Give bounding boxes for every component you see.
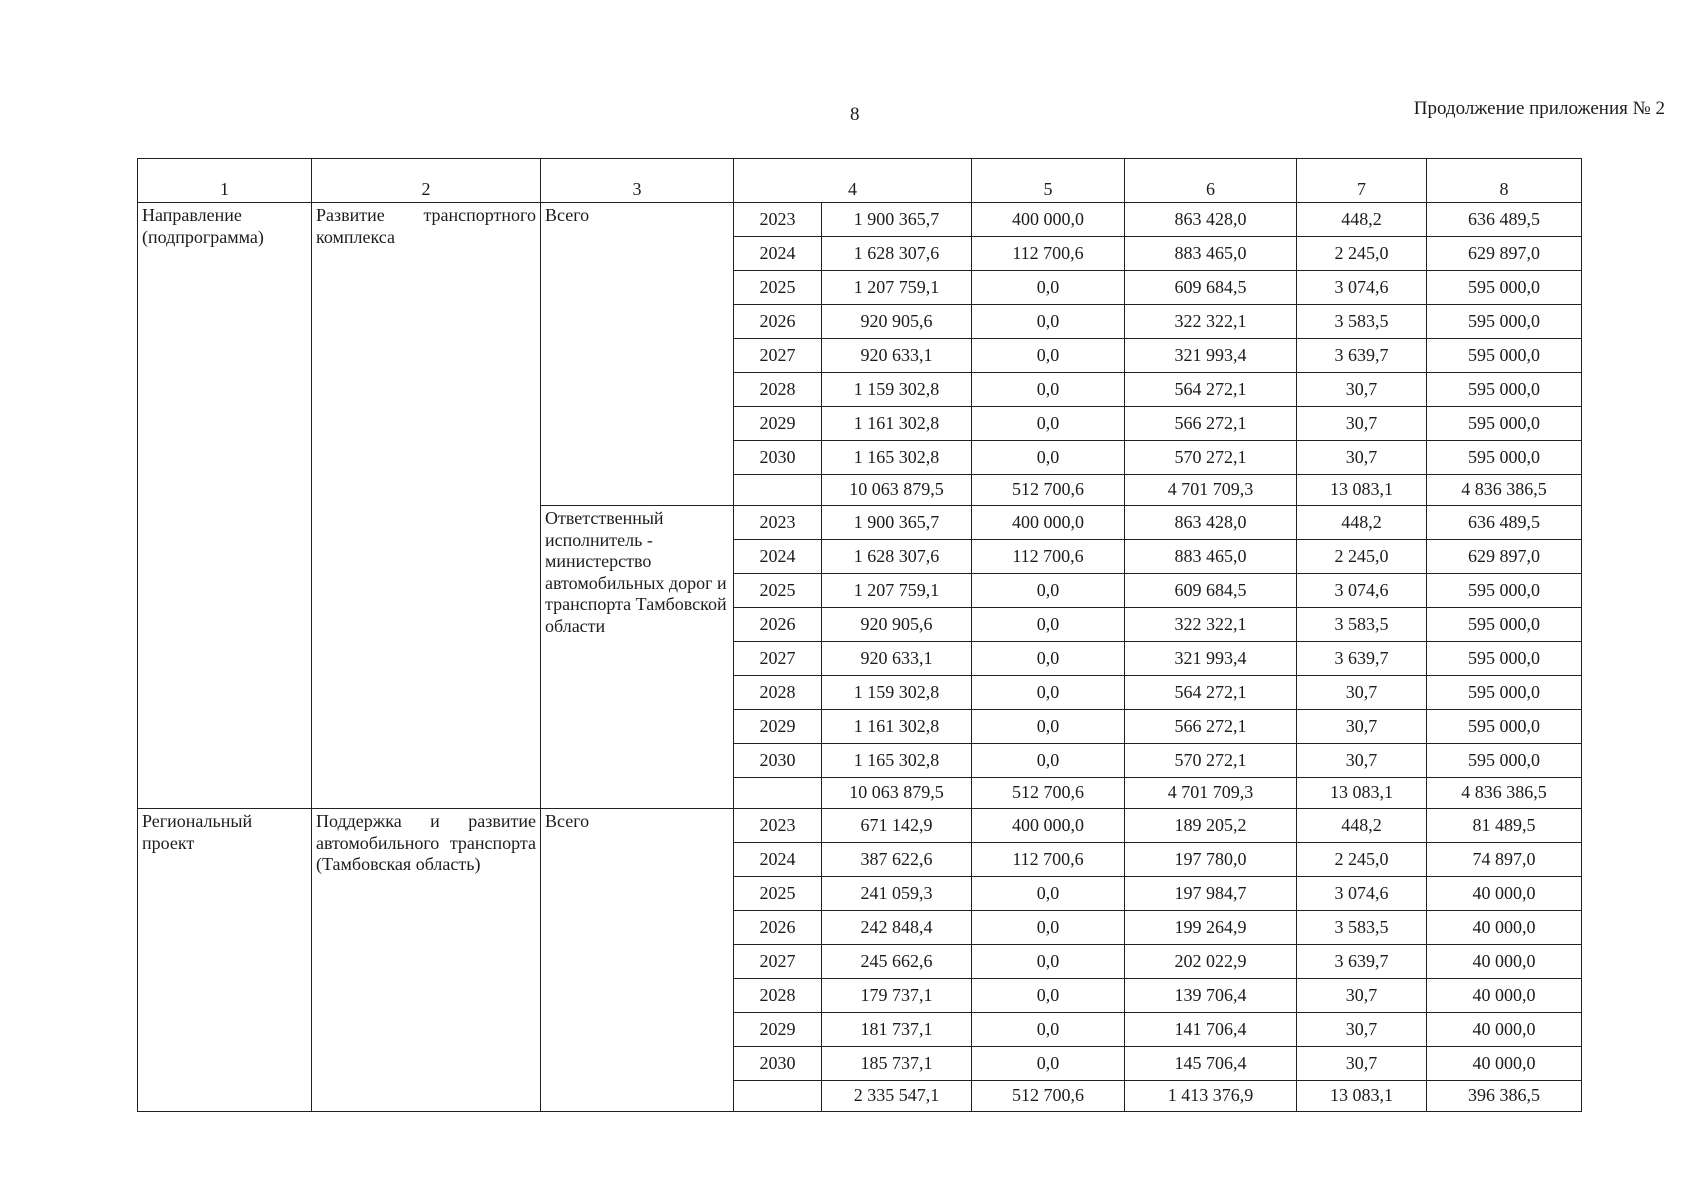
amount-total-cell: 1 165 302,8	[822, 441, 972, 475]
amount-col8-cell: 595 000,0	[1427, 744, 1582, 778]
amount-col8-cell: 595 000,0	[1427, 574, 1582, 608]
amount-col5-cell: 0,0	[972, 373, 1125, 407]
total-col8-cell: 4 836 386,5	[1427, 475, 1582, 506]
amount-col6-cell: 570 272,1	[1125, 441, 1297, 475]
year-cell: 2027	[734, 339, 822, 373]
amount-col8-cell: 40 000,0	[1427, 911, 1582, 945]
amount-col8-cell: 40 000,0	[1427, 979, 1582, 1013]
amount-total-cell: 185 737,1	[822, 1047, 972, 1081]
amount-col6-cell: 141 706,4	[1125, 1013, 1297, 1047]
total-amount-cell: 2 335 547,1	[822, 1081, 972, 1112]
amount-col8-cell: 40 000,0	[1427, 945, 1582, 979]
amount-col5-cell: 0,0	[972, 877, 1125, 911]
amount-col5-cell: 0,0	[972, 744, 1125, 778]
year-cell: 2029	[734, 407, 822, 441]
year-cell: 2027	[734, 945, 822, 979]
header-col-3: 3	[541, 159, 734, 203]
amount-col5-cell: 0,0	[972, 979, 1125, 1013]
amount-col5-cell: 0,0	[972, 1013, 1125, 1047]
amount-col8-cell: 636 489,5	[1427, 203, 1582, 237]
amount-col6-cell: 570 272,1	[1125, 744, 1297, 778]
amount-col7-cell: 30,7	[1297, 373, 1427, 407]
total-amount-cell: 10 063 879,5	[822, 778, 972, 809]
total-amount-cell: 10 063 879,5	[822, 475, 972, 506]
total-col7-cell: 13 083,1	[1297, 1081, 1427, 1112]
amount-col7-cell: 3 583,5	[1297, 608, 1427, 642]
amount-col7-cell: 3 074,6	[1297, 574, 1427, 608]
total-col6-cell: 1 413 376,9	[1125, 1081, 1297, 1112]
amount-col7-cell: 3 583,5	[1297, 911, 1427, 945]
header-col-8: 8	[1427, 159, 1582, 203]
amount-col8-cell: 40 000,0	[1427, 1013, 1582, 1047]
header-col-5: 5	[972, 159, 1125, 203]
amount-col6-cell: 883 465,0	[1125, 540, 1297, 574]
direction-type-cell: Региональный проект	[138, 809, 312, 1112]
year-cell: 2029	[734, 1013, 822, 1047]
amount-col5-cell: 0,0	[972, 676, 1125, 710]
amount-col8-cell: 40 000,0	[1427, 1047, 1582, 1081]
total-year-cell	[734, 475, 822, 506]
amount-col7-cell: 30,7	[1297, 744, 1427, 778]
amount-col7-cell: 30,7	[1297, 407, 1427, 441]
amount-col8-cell: 595 000,0	[1427, 710, 1582, 744]
amount-total-cell: 1 161 302,8	[822, 710, 972, 744]
amount-total-cell: 1 628 307,6	[822, 540, 972, 574]
amount-col8-cell: 629 897,0	[1427, 237, 1582, 271]
amount-col6-cell: 883 465,0	[1125, 237, 1297, 271]
amount-col8-cell: 595 000,0	[1427, 676, 1582, 710]
amount-total-cell: 671 142,9	[822, 809, 972, 843]
amount-col7-cell: 2 245,0	[1297, 237, 1427, 271]
total-col5-cell: 512 700,6	[972, 475, 1125, 506]
year-cell: 2028	[734, 979, 822, 1013]
amount-col5-cell: 0,0	[972, 407, 1125, 441]
total-col6-cell: 4 701 709,3	[1125, 778, 1297, 809]
year-cell: 2030	[734, 1047, 822, 1081]
total-col6-cell: 4 701 709,3	[1125, 475, 1297, 506]
amount-total-cell: 242 848,4	[822, 911, 972, 945]
direction-type-cell: Направление (подпрограмма)	[138, 203, 312, 809]
amount-total-cell: 1 159 302,8	[822, 676, 972, 710]
amount-col7-cell: 3 639,7	[1297, 945, 1427, 979]
amount-col6-cell: 863 428,0	[1125, 203, 1297, 237]
amount-col6-cell: 199 264,9	[1125, 911, 1297, 945]
amount-col6-cell: 322 322,1	[1125, 608, 1297, 642]
amount-total-cell: 920 633,1	[822, 339, 972, 373]
total-col8-cell: 396 386,5	[1427, 1081, 1582, 1112]
total-col8-cell: 4 836 386,5	[1427, 778, 1582, 809]
amount-col5-cell: 0,0	[972, 305, 1125, 339]
year-cell: 2026	[734, 305, 822, 339]
amount-total-cell: 387 622,6	[822, 843, 972, 877]
amount-col5-cell: 0,0	[972, 271, 1125, 305]
amount-col5-cell: 112 700,6	[972, 540, 1125, 574]
amount-col5-cell: 0,0	[972, 1047, 1125, 1081]
amount-col5-cell: 112 700,6	[972, 237, 1125, 271]
amount-col5-cell: 0,0	[972, 642, 1125, 676]
amount-total-cell: 1 165 302,8	[822, 744, 972, 778]
amount-total-cell: 179 737,1	[822, 979, 972, 1013]
amount-col8-cell: 40 000,0	[1427, 877, 1582, 911]
amount-col8-cell: 595 000,0	[1427, 373, 1582, 407]
amount-total-cell: 1 161 302,8	[822, 407, 972, 441]
page-number: 8	[850, 104, 860, 125]
table-row	[138, 809, 1582, 843]
amount-col5-cell: 400 000,0	[972, 203, 1125, 237]
amount-col7-cell: 448,2	[1297, 809, 1427, 843]
amount-col7-cell: 448,2	[1297, 506, 1427, 540]
amount-col6-cell: 322 322,1	[1125, 305, 1297, 339]
amount-col5-cell: 0,0	[972, 608, 1125, 642]
budget-table	[137, 158, 1582, 1112]
table-row	[138, 203, 1582, 237]
amount-col5-cell: 112 700,6	[972, 843, 1125, 877]
year-cell: 2027	[734, 642, 822, 676]
header-col-6: 6	[1125, 159, 1297, 203]
amount-col6-cell: 202 022,9	[1125, 945, 1297, 979]
total-col5-cell: 512 700,6	[972, 1081, 1125, 1112]
amount-col7-cell: 2 245,0	[1297, 843, 1427, 877]
amount-col6-cell: 197 984,7	[1125, 877, 1297, 911]
amount-col7-cell: 3 639,7	[1297, 339, 1427, 373]
amount-col5-cell: 400 000,0	[972, 809, 1125, 843]
header-col-7: 7	[1297, 159, 1427, 203]
amount-total-cell: 241 059,3	[822, 877, 972, 911]
amount-col6-cell: 139 706,4	[1125, 979, 1297, 1013]
amount-col6-cell: 189 205,2	[1125, 809, 1297, 843]
amount-col5-cell: 0,0	[972, 945, 1125, 979]
amount-col7-cell: 30,7	[1297, 710, 1427, 744]
header-col-2: 2	[312, 159, 541, 203]
amount-col7-cell: 3 583,5	[1297, 305, 1427, 339]
amount-col8-cell: 595 000,0	[1427, 305, 1582, 339]
year-cell: 2023	[734, 203, 822, 237]
year-cell: 2024	[734, 843, 822, 877]
amount-total-cell: 245 662,6	[822, 945, 972, 979]
total-col5-cell: 512 700,6	[972, 778, 1125, 809]
amount-col6-cell: 566 272,1	[1125, 407, 1297, 441]
executor-cell: Всего	[541, 809, 734, 1112]
header-row	[138, 159, 1582, 203]
total-col7-cell: 13 083,1	[1297, 778, 1427, 809]
appendix-continuation-note: Продолжение приложения № 2	[1413, 98, 1665, 119]
amount-total-cell: 1 900 365,7	[822, 506, 972, 540]
amount-col7-cell: 448,2	[1297, 203, 1427, 237]
amount-col6-cell: 863 428,0	[1125, 506, 1297, 540]
amount-col7-cell: 30,7	[1297, 1047, 1427, 1081]
executor-cell: Всего	[541, 203, 734, 506]
year-cell: 2028	[734, 676, 822, 710]
year-cell: 2028	[734, 373, 822, 407]
amount-col5-cell: 0,0	[972, 441, 1125, 475]
amount-col6-cell: 609 684,5	[1125, 574, 1297, 608]
header-col-4: 4	[734, 159, 972, 203]
amount-col7-cell: 30,7	[1297, 1013, 1427, 1047]
total-year-cell	[734, 1081, 822, 1112]
amount-col5-cell: 0,0	[972, 339, 1125, 373]
amount-total-cell: 1 900 365,7	[822, 203, 972, 237]
year-cell: 2026	[734, 608, 822, 642]
amount-col7-cell: 3 074,6	[1297, 271, 1427, 305]
amount-col8-cell: 595 000,0	[1427, 339, 1582, 373]
amount-total-cell: 920 633,1	[822, 642, 972, 676]
amount-col8-cell: 636 489,5	[1427, 506, 1582, 540]
year-cell: 2025	[734, 877, 822, 911]
year-cell: 2030	[734, 744, 822, 778]
amount-total-cell: 1 207 759,1	[822, 271, 972, 305]
header-col-1: 1	[138, 159, 312, 203]
amount-col8-cell: 595 000,0	[1427, 642, 1582, 676]
amount-col7-cell: 3 074,6	[1297, 877, 1427, 911]
amount-col6-cell: 609 684,5	[1125, 271, 1297, 305]
amount-col6-cell: 564 272,1	[1125, 676, 1297, 710]
amount-col8-cell: 595 000,0	[1427, 608, 1582, 642]
amount-col6-cell: 321 993,4	[1125, 642, 1297, 676]
direction-name-cell: Поддержка и развитие автомобильного транспорта (Тамбовская область)	[312, 809, 541, 1112]
year-cell: 2026	[734, 911, 822, 945]
amount-col5-cell: 0,0	[972, 911, 1125, 945]
amount-total-cell: 181 737,1	[822, 1013, 972, 1047]
year-cell: 2025	[734, 574, 822, 608]
amount-total-cell: 1 207 759,1	[822, 574, 972, 608]
amount-col6-cell: 197 780,0	[1125, 843, 1297, 877]
year-cell: 2025	[734, 271, 822, 305]
year-cell: 2024	[734, 540, 822, 574]
amount-col8-cell: 595 000,0	[1427, 271, 1582, 305]
amount-col8-cell: 81 489,5	[1427, 809, 1582, 843]
amount-col8-cell: 629 897,0	[1427, 540, 1582, 574]
executor-cell: Ответственный исполнитель - министерство автомобильных дорог и транспорта Тамбовской области	[541, 506, 734, 809]
amount-col8-cell: 595 000,0	[1427, 407, 1582, 441]
amount-col5-cell: 0,0	[972, 710, 1125, 744]
amount-col7-cell: 30,7	[1297, 979, 1427, 1013]
direction-name-cell: Развитие транспортного комплекса	[312, 203, 541, 809]
amount-col7-cell: 3 639,7	[1297, 642, 1427, 676]
amount-col7-cell: 30,7	[1297, 441, 1427, 475]
amount-col5-cell: 0,0	[972, 574, 1125, 608]
amount-total-cell: 920 905,6	[822, 305, 972, 339]
amount-col6-cell: 145 706,4	[1125, 1047, 1297, 1081]
amount-col6-cell: 564 272,1	[1125, 373, 1297, 407]
total-col7-cell: 13 083,1	[1297, 475, 1427, 506]
amount-col5-cell: 400 000,0	[972, 506, 1125, 540]
amount-total-cell: 920 905,6	[822, 608, 972, 642]
amount-col7-cell: 2 245,0	[1297, 540, 1427, 574]
year-cell: 2030	[734, 441, 822, 475]
year-cell: 2029	[734, 710, 822, 744]
amount-col8-cell: 595 000,0	[1427, 441, 1582, 475]
total-year-cell	[734, 778, 822, 809]
year-cell: 2023	[734, 809, 822, 843]
year-cell: 2024	[734, 237, 822, 271]
amount-col6-cell: 566 272,1	[1125, 710, 1297, 744]
amount-total-cell: 1 159 302,8	[822, 373, 972, 407]
year-cell: 2023	[734, 506, 822, 540]
amount-col7-cell: 30,7	[1297, 676, 1427, 710]
amount-total-cell: 1 628 307,6	[822, 237, 972, 271]
amount-col8-cell: 74 897,0	[1427, 843, 1582, 877]
amount-col6-cell: 321 993,4	[1125, 339, 1297, 373]
